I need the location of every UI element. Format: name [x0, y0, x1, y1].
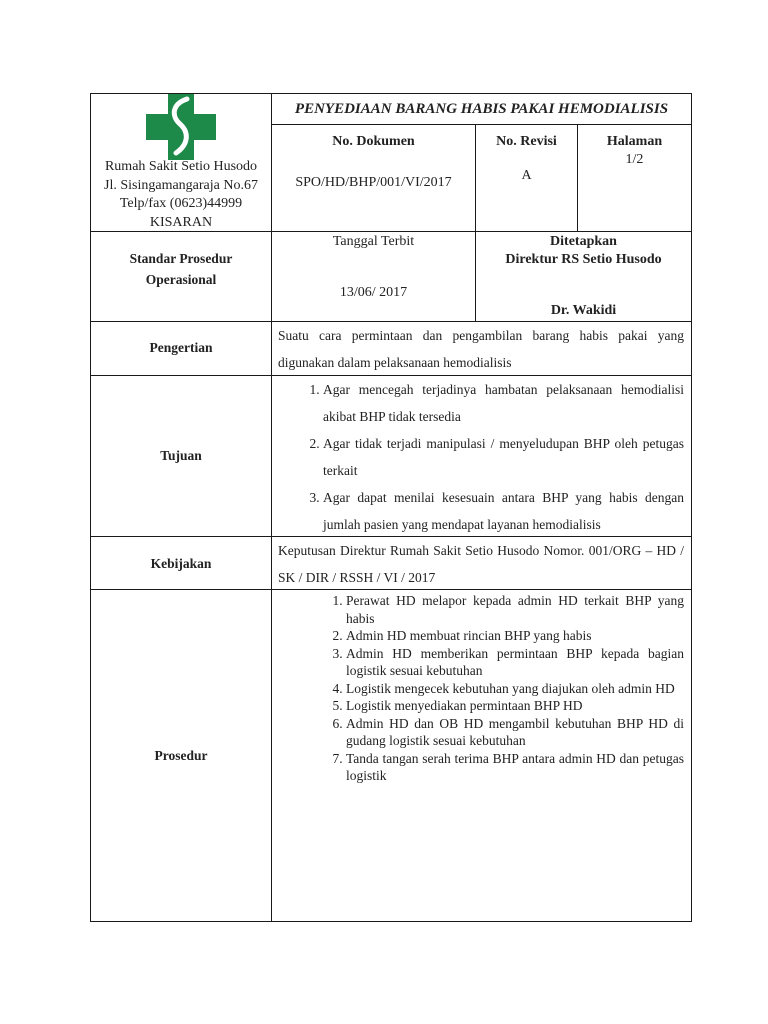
hospital-city: KISARAN — [149, 214, 213, 230]
hospital-info — [91, 158, 271, 232]
list-item: 5. Logistik menyediakan permintaan BHP HD — [346, 697, 684, 715]
tujuan-list — [278, 376, 684, 538]
kebijakan-text: Keputusan Direktur Rumah Sakit Setio Husodo Nomor. 001/ORG – HD / SK / DIR / RSSH / VI / 2017 — [278, 543, 684, 585]
spo-label-line2: Operasional — [145, 272, 217, 287]
pengertian-label: Pengertian — [149, 340, 213, 355]
halaman-label: Halaman — [606, 134, 663, 149]
tujuan-label: Tujuan — [160, 448, 202, 463]
kebijakan-label: Kebijakan — [150, 556, 212, 571]
hospital-name: Rumah Sakit Setio Husodo — [104, 159, 258, 174]
hospital-phone: Telp/fax (0623)44999 — [119, 196, 243, 211]
list-item: 2. Agar tidak terjadi manipulasi / menyeludupan BHP oleh petugas terkait — [323, 430, 684, 484]
revisi-value: A — [521, 168, 532, 183]
direktur-label: Direktur RS Setio Husodo — [505, 252, 662, 267]
column-divider — [271, 93, 272, 922]
tanggal-label: Tanggal Terbit — [332, 234, 415, 249]
list-item: 1. Perawat HD melapor kepada admin HD terkait BHP yang habis — [346, 592, 684, 627]
tanggal-value: 13/06/ 2017 — [339, 285, 408, 300]
halaman-value: 1/2 — [625, 152, 644, 167]
spo-label-line1: Standar Prosedur — [129, 251, 233, 266]
dokumen-label: No. Dokumen — [332, 134, 415, 149]
list-item: 7. Tanda tangan serah terima BHP antara admin HD dan petugas logistik — [346, 750, 684, 785]
title-divider — [271, 124, 692, 125]
hospital-address: Jl. Sisingamangaraja No.67 — [104, 177, 258, 193]
list-item: 4. Logistik mengecek kebutuhan yang diajukan oleh admin HD — [346, 680, 684, 698]
dokumen-value: SPO/HD/BHP/001/VI/2017 — [295, 175, 452, 190]
list-item: 3. Agar dapat menilai kesesuain antara BHP yang habis dengan jumlah pasien yang mendapat layanan hemodialisis — [323, 484, 684, 538]
spo-label — [91, 248, 271, 290]
list-item: 1. Agar mencegah terjadinya hambatan pelaksanaan hemodialisi akibat BHP tidak tersedia — [323, 376, 684, 430]
document-title: PENYEDIAAN BARANG HABIS PAKAI HEMODIALISIS — [294, 101, 669, 117]
ditetapkan-label: Ditetapkan — [550, 234, 617, 249]
hospital-logo — [146, 94, 216, 160]
table-border-right — [691, 93, 692, 922]
list-item: 2. Admin HD membuat rincian BHP yang habis — [346, 627, 684, 645]
prosedur-label: Prosedur — [154, 748, 208, 763]
pengertian-text: Suatu cara permintaan dan pengambilan barang habis pakai yang digunakan dalam pelaksanaan hemodialisis — [278, 328, 684, 370]
direktur-name: Dr. Wakidi — [550, 303, 617, 318]
tujuan-content — [278, 376, 684, 538]
prosedur-content — [278, 592, 684, 785]
list-item: 3. Admin HD memberikan permintaan BHP kepada bagian logistik sesuai kebutuhan — [346, 645, 684, 680]
revisi-label: No. Revisi — [496, 134, 557, 149]
prosedur-list — [278, 592, 684, 785]
list-item: 6. Admin HD dan OB HD mengambil kebutuhan BHP HD di gudang logistik sesuai kebutuhan — [346, 715, 684, 750]
table-border-bottom — [90, 921, 692, 922]
